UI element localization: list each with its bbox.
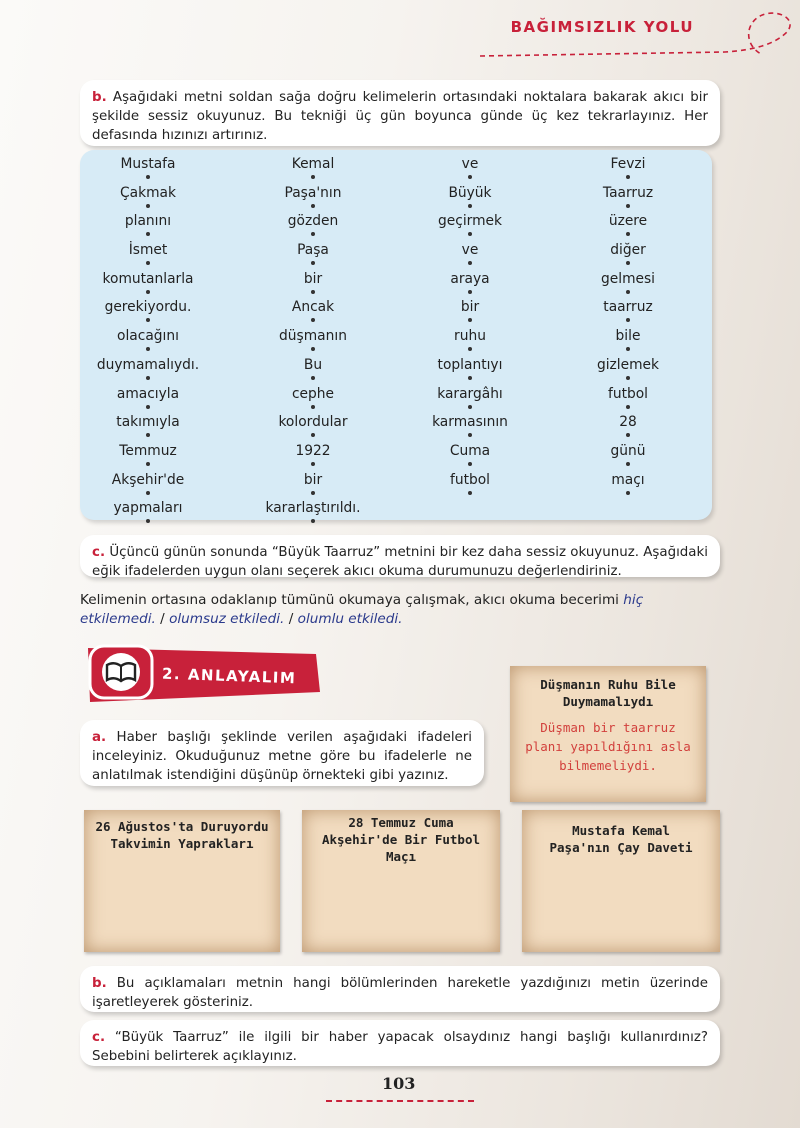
grid-word bbox=[553, 472, 703, 501]
focus-dot bbox=[468, 175, 472, 179]
grid-word-text: Ancak bbox=[291, 299, 335, 316]
grid-word-text: ruhu bbox=[454, 328, 486, 345]
grid-word bbox=[238, 328, 388, 357]
grid-word-text: Çakmak bbox=[120, 184, 176, 201]
grid-word bbox=[238, 386, 388, 415]
grid-word-text: gizlemek bbox=[596, 356, 660, 373]
grid-word-text: komutanlarla bbox=[102, 270, 194, 287]
grid-word-text: ve bbox=[461, 156, 479, 172]
grid-word-text: Kemal bbox=[291, 156, 335, 172]
grid-word-text: gerekiyordu. bbox=[104, 299, 192, 316]
card-answer: Düşman bir taarruz planı yapıldığını asla bilmemeliydi. bbox=[525, 720, 691, 773]
focus-dot bbox=[146, 376, 150, 380]
grid-word bbox=[553, 185, 703, 214]
grid-word-text: Cuma bbox=[449, 442, 491, 459]
focus-dot bbox=[311, 433, 315, 437]
page-number-underline bbox=[326, 1100, 474, 1102]
focus-dot bbox=[311, 405, 315, 409]
grid-word bbox=[238, 299, 388, 328]
grid-word bbox=[238, 185, 388, 214]
option-negative[interactable]: olumsuz etkiledi. bbox=[169, 611, 285, 627]
focus-dot bbox=[626, 347, 630, 351]
grid-word-text: geçirmek bbox=[437, 213, 502, 230]
grid-word bbox=[73, 156, 223, 185]
grid-word bbox=[395, 443, 545, 472]
headline-card-1[interactable] bbox=[84, 810, 280, 952]
open-book-icon bbox=[102, 653, 140, 691]
card-headline: 26 Ağustos'ta Duruyordu Takvimin Yaprakları bbox=[95, 819, 269, 851]
headline-card-3[interactable] bbox=[522, 810, 720, 952]
focus-dot bbox=[626, 318, 630, 322]
grid-word-text: takımıyla bbox=[116, 414, 180, 431]
grid-word bbox=[73, 472, 223, 501]
grid-word bbox=[73, 213, 223, 242]
option-no-effect[interactable]: hiç etkilemedi. bbox=[80, 592, 644, 627]
focus-dot bbox=[311, 491, 315, 495]
focus-dot bbox=[626, 261, 630, 265]
grid-word bbox=[553, 443, 703, 472]
grid-word-text: bir bbox=[303, 270, 323, 287]
word-column-2 bbox=[238, 156, 388, 529]
grid-word bbox=[238, 156, 388, 185]
focus-dot bbox=[468, 204, 472, 208]
grid-word bbox=[73, 299, 223, 328]
focus-dot bbox=[311, 519, 315, 523]
focus-dot bbox=[146, 318, 150, 322]
task-letter: a. bbox=[92, 730, 107, 745]
focus-dot bbox=[468, 405, 472, 409]
focus-dot bbox=[626, 376, 630, 380]
grid-word bbox=[238, 472, 388, 501]
focus-dot bbox=[626, 405, 630, 409]
grid-word bbox=[395, 242, 545, 271]
grid-word-text: Mustafa bbox=[120, 156, 176, 172]
task-letter: c. bbox=[92, 545, 106, 560]
grid-word bbox=[238, 271, 388, 300]
focus-dot bbox=[626, 175, 630, 179]
task-b2-instruction bbox=[80, 966, 720, 1012]
grid-word-text: kararlaştırıldı. bbox=[265, 500, 361, 517]
grid-word bbox=[73, 414, 223, 443]
focus-dot bbox=[626, 204, 630, 208]
grid-word bbox=[73, 185, 223, 214]
grid-word-text: Fevzi bbox=[610, 156, 646, 172]
focus-dot bbox=[311, 290, 315, 294]
word-column-4 bbox=[553, 156, 703, 500]
grid-word bbox=[395, 472, 545, 501]
task-letter: b. bbox=[92, 90, 107, 105]
focus-dot bbox=[311, 204, 315, 208]
grid-word-text: Temmuz bbox=[119, 442, 177, 459]
focus-dot bbox=[626, 433, 630, 437]
focus-dot bbox=[468, 290, 472, 294]
grid-word-text: günü bbox=[610, 442, 646, 459]
grid-word-text: Paşa bbox=[297, 242, 329, 259]
grid-word bbox=[395, 271, 545, 300]
section-title: 2. ANLAYALIM bbox=[161, 664, 297, 688]
focus-dot bbox=[311, 376, 315, 380]
grid-word-text: planını bbox=[124, 213, 172, 230]
grid-word-text: futbol bbox=[607, 385, 649, 402]
grid-word bbox=[553, 328, 703, 357]
focus-dot bbox=[146, 519, 150, 523]
grid-word bbox=[553, 357, 703, 386]
grid-word-text: bile bbox=[615, 328, 641, 345]
grid-word-text: maçı bbox=[611, 471, 645, 488]
task-text: Haber başlığı şeklinde verilen aşağıdaki ifadeleri inceleyiniz. Okuduğunuz metne göre bu ifadelerle ne anlatılmak istendiğini düşünüp örnekteki gibi yazınız. bbox=[92, 730, 472, 783]
grid-word bbox=[238, 414, 388, 443]
focus-dot bbox=[468, 491, 472, 495]
focus-dot bbox=[146, 491, 150, 495]
grid-word bbox=[73, 357, 223, 386]
grid-word-text: üzere bbox=[608, 213, 648, 230]
grid-word bbox=[395, 185, 545, 214]
word-column-3 bbox=[395, 156, 545, 500]
task-c-instruction bbox=[80, 535, 720, 577]
grid-word bbox=[238, 357, 388, 386]
grid-word bbox=[553, 156, 703, 185]
task-text: Bu açıklamaları metnin hangi bölümlerinden hareketle yazdığınızı metin üzerinde işaretleyerek gösteriniz. bbox=[92, 976, 708, 1010]
focus-dot bbox=[626, 462, 630, 466]
focus-dot bbox=[146, 232, 150, 236]
option-positive[interactable]: olumlu etkiledi. bbox=[297, 611, 403, 627]
option-separator: / bbox=[284, 611, 298, 627]
grid-word bbox=[553, 213, 703, 242]
focus-dot bbox=[311, 175, 315, 179]
task-text: Aşağıdaki metni soldan sağa doğru kelimelerin ortasındaki noktalara bakarak akıcı bir şekilde sessiz okuyunuz. Bu tekniği üç gün boyunca günde üç kez tekrarlayınız. Her defasında hızınızı artırınız. bbox=[92, 90, 708, 143]
grid-word-text: taarruz bbox=[603, 299, 653, 316]
focus-dot bbox=[468, 462, 472, 466]
section-header-title: BAĞIMSIZLIK YOLU bbox=[510, 18, 694, 36]
focus-dot bbox=[468, 433, 472, 437]
focus-dot bbox=[468, 347, 472, 351]
evaluation-text: Kelimenin ortasına odaklanıp tümünü okumaya çalışmak, akıcı okuma becerimi bbox=[80, 592, 619, 608]
focus-dot bbox=[146, 204, 150, 208]
focus-dot bbox=[468, 232, 472, 236]
headline-card-2[interactable] bbox=[302, 810, 500, 952]
grid-word bbox=[238, 213, 388, 242]
grid-word-text: duymamalıydı. bbox=[96, 356, 200, 373]
grid-word-text: Taarruz bbox=[602, 184, 654, 201]
grid-word bbox=[73, 500, 223, 529]
focus-dot bbox=[146, 462, 150, 466]
grid-word-text: 1922 bbox=[295, 442, 331, 459]
focus-dot bbox=[146, 290, 150, 294]
grid-word-text: olacağını bbox=[117, 328, 179, 345]
grid-word bbox=[238, 500, 388, 529]
task-text: “Büyük Taarruz” ile ilgili bir haber yapacak olsaydınız hangi başlığı kullanırdınız? Sebebini belirterek açıklayınız. bbox=[92, 1030, 708, 1064]
card-headline: Düşmanın Ruhu Bile Duymamalıydı bbox=[540, 677, 676, 709]
focus-dot bbox=[146, 405, 150, 409]
example-headline-card bbox=[510, 666, 706, 802]
focus-dot bbox=[311, 318, 315, 322]
grid-word-text: araya bbox=[450, 270, 490, 287]
grid-word bbox=[395, 328, 545, 357]
focus-dot bbox=[146, 175, 150, 179]
option-separator: / bbox=[155, 611, 170, 627]
grid-word-text: bir bbox=[460, 299, 480, 316]
grid-word bbox=[395, 213, 545, 242]
focus-dot bbox=[146, 433, 150, 437]
grid-word-text: bir bbox=[303, 471, 323, 488]
focus-dot bbox=[626, 232, 630, 236]
focus-dot bbox=[311, 232, 315, 236]
task-a-instruction bbox=[80, 720, 484, 786]
focus-dot bbox=[626, 290, 630, 294]
grid-word-text: Paşa'nın bbox=[284, 184, 342, 201]
grid-word-text: yapmaları bbox=[113, 500, 183, 517]
grid-word-text: diğer bbox=[610, 242, 646, 259]
card-headline: 28 Temmuz Cuma Akşehir'de Bir Futbol Maçı bbox=[321, 815, 481, 864]
focus-dot bbox=[626, 491, 630, 495]
grid-word-text: cephe bbox=[291, 385, 335, 402]
grid-word-text: 28 bbox=[619, 414, 637, 431]
grid-word bbox=[553, 271, 703, 300]
word-grid bbox=[80, 150, 712, 520]
grid-word-text: Büyük bbox=[448, 184, 492, 201]
grid-word-text: gözden bbox=[287, 213, 339, 230]
task-b-instruction bbox=[80, 80, 720, 146]
grid-word bbox=[238, 443, 388, 472]
grid-word bbox=[395, 156, 545, 185]
grid-word bbox=[73, 443, 223, 472]
focus-dot bbox=[468, 261, 472, 265]
grid-word-text: karargâhı bbox=[437, 385, 503, 402]
grid-word-text: İsmet bbox=[128, 242, 168, 259]
focus-dot bbox=[468, 376, 472, 380]
grid-word-text: gelmesi bbox=[600, 270, 656, 287]
focus-dot bbox=[468, 318, 472, 322]
grid-word bbox=[553, 386, 703, 415]
grid-word bbox=[73, 242, 223, 271]
grid-word bbox=[553, 299, 703, 328]
grid-word bbox=[395, 386, 545, 415]
grid-word-text: düşmanın bbox=[279, 328, 347, 345]
grid-word-text: karmasının bbox=[432, 414, 508, 431]
card-headline: Mustafa Kemal Paşa'nın Çay Daveti bbox=[549, 823, 693, 855]
grid-word-text: futbol bbox=[449, 471, 491, 488]
word-column-1 bbox=[73, 156, 223, 529]
focus-dot bbox=[146, 261, 150, 265]
grid-word-text: amacıyla bbox=[116, 385, 180, 402]
grid-word-text: ve bbox=[461, 242, 479, 259]
grid-word bbox=[553, 242, 703, 271]
focus-dot bbox=[146, 347, 150, 351]
task-letter: b. bbox=[92, 976, 107, 991]
grid-word bbox=[73, 386, 223, 415]
grid-word bbox=[73, 328, 223, 357]
grid-word-text: toplantıyı bbox=[437, 356, 503, 373]
grid-word bbox=[395, 414, 545, 443]
focus-dot bbox=[311, 462, 315, 466]
grid-word bbox=[395, 357, 545, 386]
focus-dot bbox=[311, 261, 315, 265]
task-letter: c. bbox=[92, 1030, 106, 1045]
grid-word bbox=[238, 242, 388, 271]
task-text: Üçüncü günün sonunda “Büyük Taarruz” metnini bir kez daha sessiz okuyunuz. Aşağıdaki eğik ifadelerden uygun olanı seçerek akıcı okuma durumunuzu değerlendiriniz. bbox=[92, 545, 708, 579]
grid-word-text: Akşehir'de bbox=[111, 471, 185, 488]
grid-word-text: Bu bbox=[303, 356, 323, 373]
header-decoration bbox=[475, 8, 795, 68]
focus-dot bbox=[311, 347, 315, 351]
page-number: 103 bbox=[382, 1074, 416, 1093]
grid-word bbox=[395, 299, 545, 328]
grid-word bbox=[553, 414, 703, 443]
grid-word bbox=[73, 271, 223, 300]
task-c2-instruction bbox=[80, 1020, 720, 1066]
grid-word-text: kolordular bbox=[278, 414, 348, 431]
evaluation-sentence bbox=[80, 591, 720, 629]
